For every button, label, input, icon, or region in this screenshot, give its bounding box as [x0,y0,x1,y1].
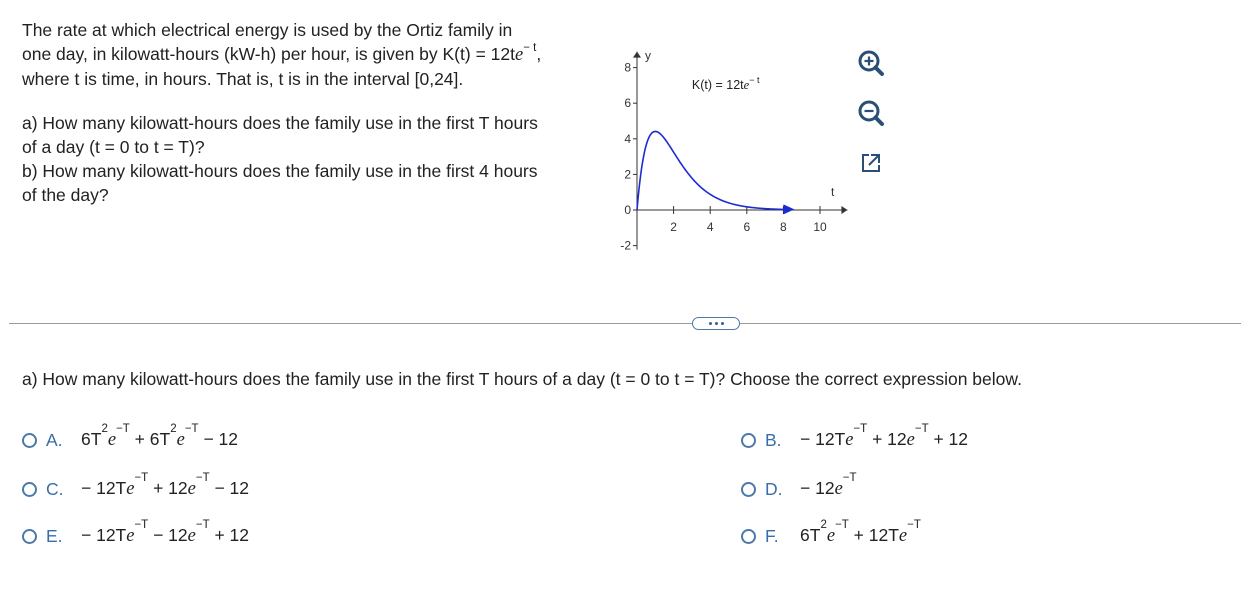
expand-more-button[interactable] [692,317,740,330]
choice-f[interactable] [741,519,921,547]
x-axis-arrow [841,206,847,214]
radio-a[interactable] [22,433,37,448]
choice-letter: D. [765,478,783,499]
question-b-line-1: b) How many kilowatt-hours does the family use in the first 4 hours [22,161,538,181]
y-tick-label: 4 [624,131,631,146]
y-tick-label: 0 [624,203,631,217]
choice-letter: F. [765,525,779,546]
choice-letter: E. [46,525,63,546]
choice-f-expression: $6T^2e^{-T} + 12Te^{-T}$ [800,519,921,546]
y-axis-label: y [645,48,651,63]
choice-letter: A. [46,429,63,450]
x-tick-label: 10 [813,220,827,234]
question-text: a) How many kilowatt-hours does the family use in the first T hours of a day (t = 0 to t = T)? Choose the correct expression below. [22,369,1022,389]
function-graph [614,44,849,269]
radio-c[interactable] [22,482,37,497]
intro-line-1: The rate at which electrical energy is used by the Ortiz family in [22,20,513,40]
curve-k-of-t [637,131,783,210]
x-axis-label: t [830,185,835,199]
radio-d[interactable] [741,482,756,497]
choice-e[interactable] [22,519,250,547]
x-tick-label: 4 [706,220,714,234]
problem-statement [22,18,612,207]
choice-letter: C. [46,478,64,499]
zoom-out-button[interactable] [854,96,888,130]
x-tick-label: 8 [780,220,787,234]
zoom-in-icon [856,48,886,78]
dot-icon [721,322,724,325]
choice-b-expression: − $12Te^{-T} + 12e^{-T} + 12$ [800,423,969,450]
zoom-out-icon [856,98,886,128]
radio-f[interactable] [741,529,756,544]
choice-d-expression: − $12e^{-T}$ [800,472,857,499]
choice-e-expression: − $12Te^{-T} - 12e^{-T} + 12$ [81,519,250,546]
choice-a[interactable] [22,423,238,451]
question-a-line-2: of a day (t = 0 to t = T)? [22,137,205,157]
graph-tools [854,46,890,196]
choice-d[interactable] [741,472,857,500]
intro-line-3: where t is time, in hours. That is, t is in the interval [0,24]. [22,69,464,89]
intro-line-2: one day, in kilowatt-hours (kW-h) per hour, is given by $K(t) = 12te^{- t}$, [22,42,542,65]
radio-e[interactable] [22,529,37,544]
y-tick-label: -2 [620,238,631,253]
curve-end-arrow [783,204,794,214]
y-axis-arrow [633,52,641,58]
y-tick-label: 2 [624,167,631,182]
choice-b[interactable] [741,423,969,451]
popout-button[interactable] [854,146,888,180]
x-tick-label: 6 [743,220,751,234]
choice-c-expression: − $12Te^{-T} + 12e^{-T} - 12$ [81,472,250,499]
question-a-line-1: a) How many kilowatt-hours does the family use in the first T hours [22,113,538,133]
choice-a-expression: $6T^2e^{-T} + 6T^2e^{-T} - 12$ [81,423,238,450]
curve-formula-label: $K(t) = 12te^{- t}$ [691,74,760,92]
question-b-line-2: of the day? [22,185,109,205]
section-divider [9,323,1241,324]
x-tick-label: 2 [670,220,677,234]
zoom-in-button[interactable] [854,46,888,80]
y-tick-label: 8 [624,60,631,75]
y-tick-label: 6 [624,96,631,111]
dot-icon [709,322,712,325]
dot-icon [715,322,718,325]
popout-icon [858,150,884,176]
choice-letter: B. [765,429,782,450]
choice-c[interactable] [22,472,250,500]
radio-b[interactable] [741,433,756,448]
